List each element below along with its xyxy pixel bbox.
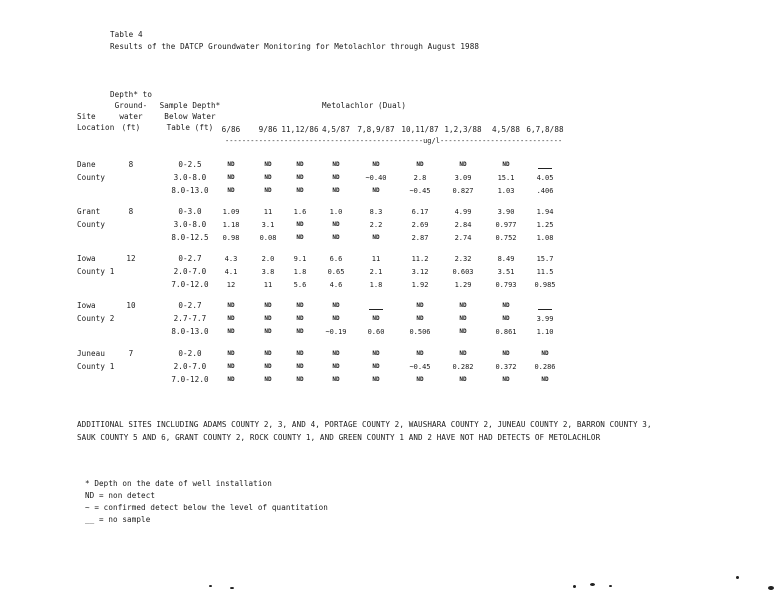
result-cell: 3.90	[497, 208, 515, 216]
sample-depth: 3.0-8.0	[173, 220, 207, 229]
header-site-location: Site	[77, 112, 96, 121]
result-cell: ND	[459, 376, 467, 383]
scan-speck	[736, 576, 739, 579]
sample-depth: 7.0-12.0	[171, 375, 209, 384]
header-date-column: 6/86	[221, 125, 241, 134]
result-cell: ND	[332, 161, 340, 168]
result-cell: 0.752	[495, 234, 517, 242]
header-depth-to-groundwater: Ground-	[114, 101, 148, 110]
scan-speck	[573, 585, 576, 588]
result-cell: ND	[459, 302, 467, 309]
result-cell: ND	[459, 161, 467, 168]
site-name: Iowa	[77, 301, 96, 310]
result-cell: 0.282	[452, 363, 474, 371]
result-cell: ND	[296, 315, 304, 322]
table-label: Table 4	[110, 30, 143, 39]
result-cell: 6.17	[411, 208, 429, 216]
result-cell: ND	[541, 376, 549, 383]
result-cell: ND	[416, 350, 424, 357]
sample-depth: 2.7-7.7	[173, 314, 207, 323]
result-cell: ~0.45	[409, 363, 431, 371]
result-cell: ND	[372, 187, 380, 194]
result-cell: 0.506	[409, 328, 431, 336]
result-cell: 0.98	[222, 234, 240, 242]
result-cell: 0.60	[367, 328, 385, 336]
result-cell: ND	[264, 315, 272, 322]
sample-depth: 3.0-8.0	[173, 173, 207, 182]
result-cell: ND	[416, 302, 424, 309]
header-date-column: 11,12/86	[281, 125, 319, 134]
additional-sites-line-1: ADDITIONAL SITES INCLUDING ADAMS COUNTY 2, 3, AND 4, PORTAGE COUNTY 2, WAUSHARA COUNTY 2, JUNEAU COUNTY 2, BARRON COUNTY 3,	[77, 420, 652, 429]
site-name: Juneau	[77, 349, 106, 358]
result-cell: 4.1	[224, 268, 238, 276]
result-cell: 3.12	[411, 268, 429, 276]
result-cell: 15.1	[497, 174, 515, 182]
result-cell: 1.0	[329, 208, 343, 216]
result-cell: ND	[264, 363, 272, 370]
result-cell: ND	[227, 302, 235, 309]
result-cell: 5.6	[293, 281, 307, 289]
site-name: Grant	[77, 207, 101, 216]
result-cell: ND	[416, 315, 424, 322]
scan-speck	[609, 585, 612, 587]
site-name: Iowa	[77, 254, 96, 263]
result-cell: ND	[332, 350, 340, 357]
result-cell: ND	[296, 302, 304, 309]
result-cell: 3.8	[261, 268, 275, 276]
result-cell: ND	[332, 376, 340, 383]
result-cell: ND	[332, 315, 340, 322]
result-cell: 3.51	[497, 268, 515, 276]
result-cell: 0.985	[534, 281, 556, 289]
result-cell: ND	[459, 315, 467, 322]
result-cell: ND	[416, 376, 424, 383]
result-cell: ND	[332, 221, 340, 228]
result-cell: 1.94	[536, 208, 554, 216]
result-cell: 1.8	[369, 281, 383, 289]
sample-depth: 0-2.0	[178, 349, 202, 358]
header-date-column: 10,11/87	[401, 125, 439, 134]
result-cell: ND	[296, 187, 304, 194]
header-sample-depth: Sample Depth*	[159, 101, 221, 110]
result-cell: 0.603	[452, 268, 474, 276]
result-cell: ND	[264, 328, 272, 335]
result-cell: ND	[296, 363, 304, 370]
result-cell: 4.99	[454, 208, 472, 216]
sample-depth: 8.0-12.5	[171, 233, 209, 242]
scan-speck	[230, 587, 234, 589]
site-name: County	[77, 173, 106, 182]
sample-depth: 8.0-13.0	[171, 327, 209, 336]
result-cell: 4.05	[536, 174, 554, 182]
result-cell: 3.1	[261, 221, 275, 229]
result-cell: ND	[227, 350, 235, 357]
header-sample-depth: Table (ft)	[166, 123, 214, 132]
additional-sites-line-2: SAUK COUNTY 5 AND 6, GRANT COUNTY 2, ROCK COUNTY 1, AND GREEN COUNTY 1 AND 2 HAVE NOT HAD DETECTS OF METOLACHLOR	[77, 433, 601, 442]
result-cell: 8.49	[497, 255, 515, 263]
header-date-column: 1,2,3/88	[444, 125, 482, 134]
result-cell: ~0.45	[409, 187, 431, 195]
header-depth-to-groundwater: water	[119, 112, 143, 121]
result-cell: 11	[263, 281, 273, 289]
result-cell: 1.25	[536, 221, 554, 229]
groundwater-depth: 12	[126, 254, 136, 263]
result-cell: ND	[227, 161, 235, 168]
result-cell: 3.09	[454, 174, 472, 182]
result-cell: ND	[296, 376, 304, 383]
result-cell: ND	[264, 350, 272, 357]
result-cell: 0.977	[495, 221, 517, 229]
result-cell: ND	[296, 174, 304, 181]
sample-depth: 0-2.5	[178, 160, 202, 169]
result-cell: 1.92	[411, 281, 429, 289]
result-cell: 15.7	[536, 255, 554, 263]
result-cell: ND	[541, 350, 549, 357]
result-cell: ND	[372, 350, 380, 357]
result-cell: 1.6	[293, 208, 307, 216]
result-cell: ND	[264, 187, 272, 194]
header-sample-depth: Below Water	[164, 112, 216, 121]
result-cell: 2.84	[454, 221, 472, 229]
result-cell: 1.18	[222, 221, 240, 229]
result-cell: ND	[227, 174, 235, 181]
header-site-location: Location	[77, 123, 115, 132]
result-cell: 11.2	[411, 255, 429, 263]
result-cell: ND	[332, 187, 340, 194]
result-cell: ND	[227, 363, 235, 370]
units-label: ug/l	[423, 137, 440, 145]
result-cell: ND	[372, 376, 380, 383]
result-cell: 1.8	[293, 268, 307, 276]
result-cell: 2.87	[411, 234, 429, 242]
result-cell: ND	[296, 161, 304, 168]
result-cell: 2.69	[411, 221, 429, 229]
result-cell: ND	[227, 315, 235, 322]
result-cell: ND	[296, 350, 304, 357]
result-cell: ND	[372, 363, 380, 370]
sample-depth: 2.0-7.0	[173, 267, 207, 276]
result-cell: ND	[459, 328, 467, 335]
result-cell: ND	[502, 161, 510, 168]
result-cell: 2.0	[261, 255, 275, 263]
result-cell: 3.99	[536, 315, 554, 323]
site-name: Dane	[77, 160, 96, 169]
result-cell: ND	[459, 350, 467, 357]
result-cell: ND	[227, 187, 235, 194]
result-cell: ND	[502, 302, 510, 309]
result-cell: ND	[502, 376, 510, 383]
result-cell: 11.5	[536, 268, 554, 276]
no-sample-mark	[351, 301, 401, 313]
result-cell: 1.09	[222, 208, 240, 216]
result-cell: ~0.19	[325, 328, 347, 336]
no-sample-mark	[520, 160, 570, 172]
result-cell: 1.03	[497, 187, 515, 195]
result-cell: .406	[536, 187, 554, 195]
sample-depth: 0-2.7	[178, 254, 202, 263]
result-cell: 11	[371, 255, 381, 263]
scan-speck	[768, 586, 774, 590]
result-cell: ~0.40	[365, 174, 387, 182]
result-cell: 2.32	[454, 255, 472, 263]
header-metolachlor: Metolachlor (Dual)	[322, 101, 407, 110]
header-date-column: 4,5/88	[491, 125, 521, 134]
result-cell: 0.827	[452, 187, 474, 195]
result-cell: ND	[332, 302, 340, 309]
footnote-trace: ~ = confirmed detect below the level of quantitation	[85, 503, 328, 512]
no-sample-line	[538, 301, 552, 310]
result-cell: 0.861	[495, 328, 517, 336]
header-depth-to-groundwater: Depth* to	[109, 90, 153, 99]
footnote-nd: ND = non detect	[85, 491, 156, 500]
groundwater-depth: 7	[128, 349, 134, 358]
result-cell: ND	[372, 161, 380, 168]
result-cell: 2.74	[454, 234, 472, 242]
scan-speck	[209, 585, 212, 587]
units-rule: -----------------------------------------------ug/l-----------------------------	[225, 137, 563, 145]
footnote-depth: * Depth on the date of well installation	[85, 479, 272, 488]
sample-depth: 8.0-13.0	[171, 186, 209, 195]
result-cell: 9.1	[293, 255, 307, 263]
scan-speck	[590, 583, 595, 586]
result-cell: ND	[502, 350, 510, 357]
result-cell: ND	[332, 363, 340, 370]
result-cell: 0.793	[495, 281, 517, 289]
result-cell: ND	[372, 234, 380, 241]
header-date-column: 9/86	[258, 125, 278, 134]
result-cell: 8.3	[369, 208, 383, 216]
result-cell: 2.1	[369, 268, 383, 276]
site-name: County 2	[77, 314, 115, 323]
no-sample-line	[369, 301, 383, 310]
result-cell: ND	[332, 234, 340, 241]
header-depth-to-groundwater: (ft)	[121, 123, 141, 132]
result-cell: ND	[264, 161, 272, 168]
site-name: County 1	[77, 267, 115, 276]
result-cell: ND	[264, 376, 272, 383]
no-sample-mark	[520, 301, 570, 313]
result-cell: ND	[296, 234, 304, 241]
result-cell: 1.10	[536, 328, 554, 336]
result-cell: ND	[227, 328, 235, 335]
result-cell: 2.8	[413, 174, 427, 182]
result-cell: ND	[264, 302, 272, 309]
result-cell: ND	[296, 328, 304, 335]
result-cell: 0.286	[534, 363, 556, 371]
result-cell: 12	[226, 281, 236, 289]
site-name: County	[77, 220, 106, 229]
result-cell: 0.08	[259, 234, 277, 242]
sample-depth: 7.0-12.0	[171, 280, 209, 289]
result-cell: ND	[264, 174, 272, 181]
result-cell: 6.6	[329, 255, 343, 263]
site-name: County 1	[77, 362, 115, 371]
result-cell: ND	[227, 376, 235, 383]
result-cell: 11	[263, 208, 273, 216]
result-cell: 4.6	[329, 281, 343, 289]
groundwater-depth: 10	[126, 301, 136, 310]
result-cell: 1.08	[536, 234, 554, 242]
header-date-column: 7,8,9/87	[357, 125, 395, 134]
sample-depth: 0-3.0	[178, 207, 202, 216]
result-cell: ND	[372, 315, 380, 322]
footnote-no-sample: __ = no sample	[85, 515, 151, 524]
sample-depth: 2.0-7.0	[173, 362, 207, 371]
no-sample-line	[538, 160, 552, 169]
header-date-column: 6,7,8/88	[526, 125, 564, 134]
header-date-column: 4,5/87	[321, 125, 351, 134]
result-cell: ND	[502, 315, 510, 322]
result-cell: ND	[332, 174, 340, 181]
result-cell: 2.2	[369, 221, 383, 229]
result-cell: ND	[296, 221, 304, 228]
result-cell: 0.372	[495, 363, 517, 371]
groundwater-depth: 8	[128, 160, 134, 169]
result-cell: 4.3	[224, 255, 238, 263]
table-title: Results of the DATCP Groundwater Monitoring for Metolachlor through August 1988	[110, 42, 480, 51]
result-cell: ND	[416, 161, 424, 168]
sample-depth: 0-2.7	[178, 301, 202, 310]
result-cell: 1.29	[454, 281, 472, 289]
groundwater-depth: 8	[128, 207, 134, 216]
result-cell: 0.65	[327, 268, 345, 276]
